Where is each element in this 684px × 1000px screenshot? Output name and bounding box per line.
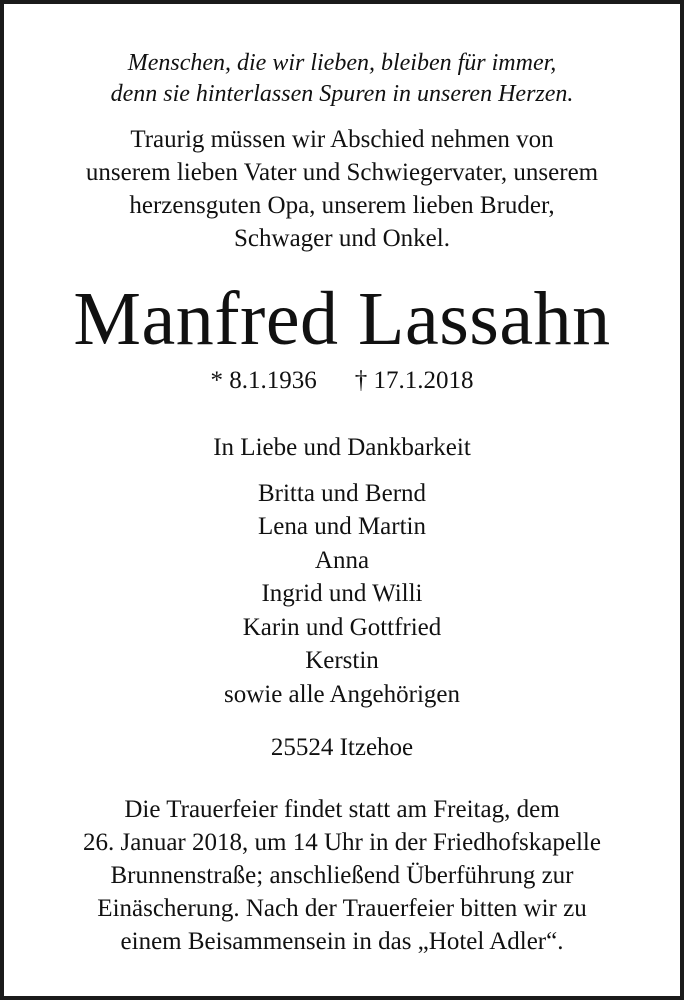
intro-line-2: unserem lieben Vater und Schwiegervater, unserem (85, 159, 599, 186)
funeral-line-1: Die Trauerfeier findet statt am Freitag, dem (124, 796, 560, 823)
mourner-5: Karin und Gottfried (242, 614, 442, 641)
intro-line-3: herzensguten Opa, unserem lieben Bruder, (129, 192, 555, 219)
birth-date: * 8.1.1936 (210, 367, 317, 394)
mourner-3: Anna (314, 547, 370, 574)
dedication: In Liebe und Dankbarkeit (213, 434, 471, 461)
death-date: † 17.1.2018 (354, 367, 474, 394)
motto-line-2: denn sie hinterlassen Spuren in unseren Herzen. (110, 81, 574, 107)
mourner-1: Britta und Bernd (257, 480, 427, 507)
location: 25524 Itzehoe (270, 734, 414, 761)
mourner-2: Lena und Martin (257, 513, 426, 540)
intro-line-4: Schwager und Onkel. (234, 225, 450, 252)
funeral-line-4: Einäscherung. Nach der Trauerfeier bitten wir zu (97, 895, 587, 922)
motto-line-1: Menschen, die wir lieben, bleiben für immer, (127, 50, 557, 76)
life-dates (4, 366, 680, 396)
funeral-line-5: einem Beisammensein in das „Hotel Adler“. (120, 928, 564, 955)
funeral-line-2: 26. Januar 2018, um 14 Uhr in der Friedhofskapelle (83, 829, 601, 856)
deceased-name: Manfred Lassahn (73, 277, 611, 361)
mourner-6: Kerstin (305, 647, 379, 674)
mourner-7: sowie alle Angehörigen (223, 681, 461, 708)
funeral-line-3: Brunnenstraße; anschließend Überführung zur (110, 862, 574, 889)
mourner-4: Ingrid und Willi (261, 580, 423, 607)
intro-line-1: Traurig müssen wir Abschied nehmen von (130, 126, 554, 153)
